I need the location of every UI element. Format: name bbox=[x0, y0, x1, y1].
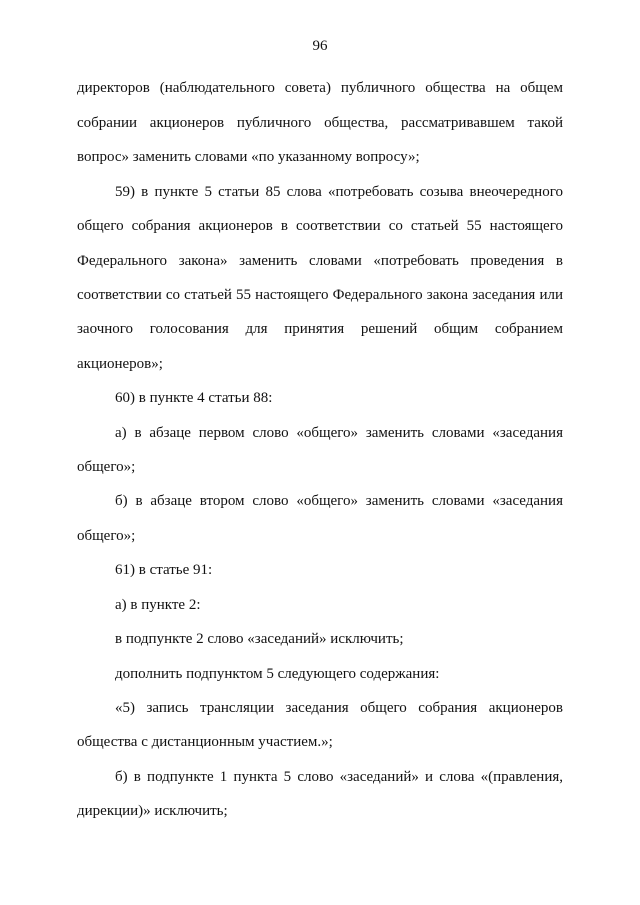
text-line: Федерального закона» заменить словами «потребовать проведения в bbox=[77, 253, 563, 269]
text-line: «5) запись трансляции заседания общего собрания акционеров bbox=[115, 700, 563, 716]
text-line: 60) в пункте 4 статьи 88: bbox=[115, 390, 273, 406]
text-line: 61) в статье 91: bbox=[115, 562, 213, 578]
text-line: соответствии со статьей 55 настоящего Федерального закона заседания или bbox=[77, 287, 563, 303]
text-line: собрании акционеров публичного общества, рассматривавшем такой bbox=[77, 115, 563, 131]
page-number: 96 bbox=[312, 38, 328, 54]
text-line: общего»; bbox=[77, 459, 136, 475]
text-line: директоров (наблюдательного совета) публичного общества на общем bbox=[77, 80, 563, 96]
text-line: в подпункте 2 слово «заседаний» исключить; bbox=[115, 631, 404, 647]
text-line: общества с дистанционным участием.»; bbox=[77, 734, 333, 750]
text-line: вопрос» заменить словами «по указанному вопросу»; bbox=[77, 149, 420, 165]
text-line: общего»; bbox=[77, 528, 136, 544]
text-line: общего собрания акционеров в соответствии со статьей 55 настоящего bbox=[77, 218, 563, 234]
text-line: а) в абзаце первом слово «общего» заменить словами «заседания bbox=[115, 425, 563, 441]
text-line: дополнить подпунктом 5 следующего содержания: bbox=[115, 666, 440, 682]
text-line: дирекции)» исключить; bbox=[77, 803, 228, 819]
text-line: 59) в пункте 5 статьи 85 слова «потребовать созыва внеочередного bbox=[115, 184, 563, 200]
text-line: б) в подпункте 1 пункта 5 слово «заседаний» и слова «(правления, bbox=[115, 769, 563, 785]
text-line: акционеров»; bbox=[77, 356, 163, 372]
text-line: а) в пункте 2: bbox=[115, 597, 201, 613]
text-line: б) в абзаце втором слово «общего» заменить словами «заседания bbox=[115, 493, 563, 509]
text-line: заочного голосования для принятия решений общим собранием bbox=[77, 321, 563, 337]
